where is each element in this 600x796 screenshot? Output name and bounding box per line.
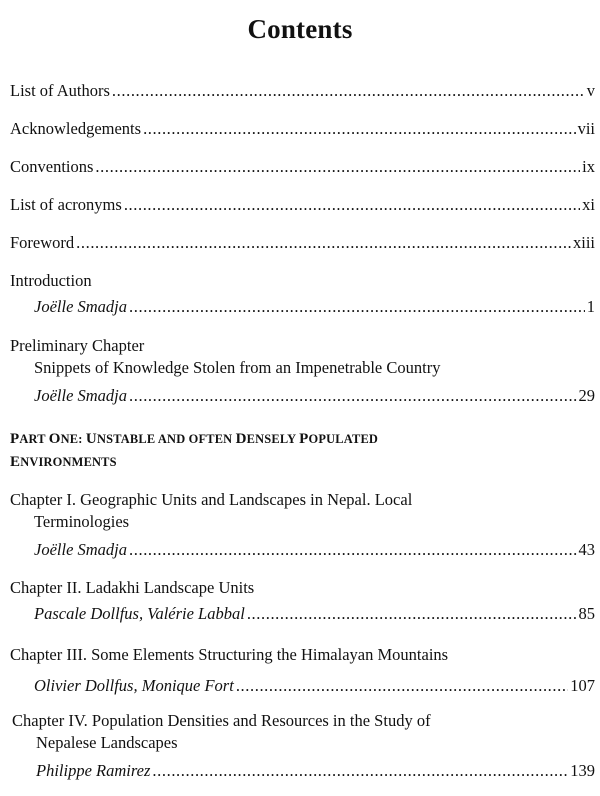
toc-entry-label: List of acronyms bbox=[10, 195, 122, 214]
part-one-heading: PART ONE: UNSTABLE AND OFTEN DENSELY POPULATED bbox=[10, 431, 379, 447]
leader-dots bbox=[247, 604, 577, 624]
chapter-4-title-line2: Nepalese Landscapes bbox=[36, 733, 178, 752]
toc-entry-list-of-acronyms[interactable] bbox=[10, 195, 595, 215]
toc-entry-page: 139 bbox=[570, 761, 595, 780]
leader-dots bbox=[76, 233, 571, 253]
part-one-heading-line2: ENVIRONMENTS bbox=[10, 454, 117, 470]
toc-entry-page: ix bbox=[582, 157, 595, 176]
toc-entry-page: 43 bbox=[578, 540, 595, 559]
preliminary-heading: Preliminary Chapter bbox=[10, 336, 145, 355]
toc-entry-page: 85 bbox=[578, 604, 595, 623]
leader-dots bbox=[95, 157, 580, 177]
toc-entry-author: Joëlle Smadja bbox=[34, 297, 128, 316]
leader-dots bbox=[129, 297, 585, 317]
toc-entry-page: xi bbox=[582, 195, 595, 214]
toc-entry-author: Joëlle Smadja bbox=[34, 386, 128, 405]
leader-dots bbox=[124, 195, 580, 215]
toc-entry-page: v bbox=[586, 81, 595, 100]
leader-dots bbox=[143, 119, 576, 139]
leader-dots bbox=[129, 386, 576, 406]
leader-dots bbox=[112, 81, 585, 101]
leader-dots bbox=[236, 676, 568, 696]
toc-entry-chapter-2[interactable] bbox=[34, 604, 595, 624]
toc-entry-page: xiii bbox=[572, 233, 595, 252]
chapter-3-title: Chapter III. Some Elements Structuring the Himalayan Mountains bbox=[10, 645, 449, 664]
toc-entry-label: List of Authors bbox=[10, 81, 110, 100]
toc-entry-acknowledgements[interactable] bbox=[10, 119, 595, 139]
toc-entry-page: 29 bbox=[578, 386, 595, 405]
toc-entry-author: Olivier Dollfus, Monique Fort bbox=[34, 676, 234, 695]
toc-entry-preliminary[interactable] bbox=[34, 386, 595, 406]
chapter-2-title: Chapter II. Ladakhi Landscape Units bbox=[10, 578, 255, 597]
introduction-heading: Introduction bbox=[10, 271, 92, 290]
toc-entry-label: Acknowledgements bbox=[10, 119, 142, 138]
leader-dots bbox=[129, 540, 576, 560]
toc-entry-page: 107 bbox=[570, 676, 595, 695]
toc-entry-page: vii bbox=[577, 119, 595, 138]
chapter-4-title: Chapter IV. Population Densities and Resources in the Study of bbox=[12, 711, 431, 730]
leader-dots bbox=[152, 761, 568, 781]
toc-entry-conventions[interactable] bbox=[10, 157, 595, 177]
toc-entry-chapter-1[interactable] bbox=[34, 540, 595, 560]
toc-entry-list-of-authors[interactable] bbox=[10, 81, 595, 101]
toc-entry-chapter-3[interactable] bbox=[34, 676, 595, 696]
page-title: Contents bbox=[247, 14, 353, 44]
toc-entry-author: Pascale Dollfus, Valérie Labbal bbox=[34, 604, 245, 623]
toc-entry-author: Philippe Ramirez bbox=[36, 761, 151, 780]
toc-entry-page: 1 bbox=[586, 297, 595, 316]
toc-entry-label: Foreword bbox=[10, 233, 75, 252]
chapter-1-title-line2: Terminologies bbox=[34, 512, 130, 531]
chapter-1-title: Chapter I. Geographic Units and Landscapes in Nepal. Local bbox=[10, 490, 413, 509]
toc-entry-label: Conventions bbox=[10, 157, 94, 176]
toc-entry-chapter-4[interactable] bbox=[36, 761, 595, 781]
toc-entry-introduction[interactable] bbox=[34, 297, 595, 317]
toc-entry-foreword[interactable] bbox=[10, 233, 595, 253]
preliminary-subtitle: Snippets of Knowledge Stolen from an Impenetrable Country bbox=[34, 358, 441, 377]
toc-entry-author: Joëlle Smadja bbox=[34, 540, 128, 559]
